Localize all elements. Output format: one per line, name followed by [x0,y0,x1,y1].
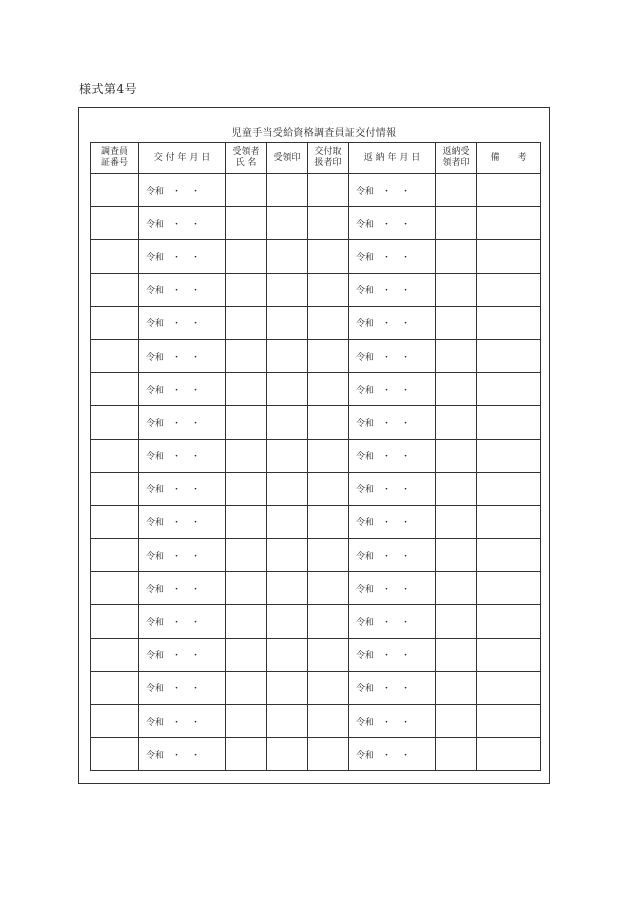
header-receipt-seal: 受領印 [267,143,308,174]
date-separator: ・ [401,651,411,662]
issue-date-cell [139,738,226,771]
return-date-cell [349,439,436,472]
era-label: 令和 [356,750,375,761]
date-separator: ・ [191,684,201,695]
era-label: 令和 [356,618,375,629]
issuer-seal-cell [308,472,349,505]
receipt-seal-cell [267,439,308,472]
date-separator: ・ [172,452,182,463]
date-separator: ・ [172,717,182,728]
issuer-seal-cell [308,705,349,738]
issue-date-cell [139,439,226,472]
remarks-cell [477,406,541,439]
date-separator: ・ [191,286,201,297]
document-title: 児童手当受給資格調査員証交付情報 [231,128,397,139]
return-receiver-seal-cell [436,671,477,704]
date-separator: ・ [191,584,201,595]
issue-date-cell [139,240,226,273]
recipient-name-cell [226,373,267,406]
id-number-cell [91,207,139,240]
date-separator: ・ [401,485,411,496]
receipt-seal-cell [267,738,308,771]
date-separator: ・ [382,684,392,695]
era-label: 令和 [356,286,375,297]
recipient-name-cell [226,339,267,372]
return-date-cell [349,738,436,771]
issuer-seal-cell [308,539,349,572]
issue-date-cell [139,605,226,638]
issue-date-cell [139,539,226,572]
receipt-seal-cell [267,472,308,505]
era-label: 令和 [356,385,375,396]
recipient-name-cell [226,505,267,538]
id-number-cell [91,638,139,671]
era-label: 令和 [356,717,375,728]
era-label: 令和 [356,418,375,429]
date-separator: ・ [191,252,201,263]
remarks-cell [477,207,541,240]
table-row [91,705,541,738]
receipt-seal-cell [267,505,308,538]
issuer-seal-cell [308,605,349,638]
return-date-cell [349,306,436,339]
document-frame [78,107,550,784]
remarks-cell [477,339,541,372]
return-date-cell [349,505,436,538]
remarks-cell [477,638,541,671]
receipt-seal-cell [267,671,308,704]
era-label: 令和 [356,485,375,496]
date-separator: ・ [172,319,182,330]
recipient-name-cell [226,738,267,771]
remarks-cell [477,439,541,472]
return-date-cell [349,207,436,240]
id-number-cell [91,406,139,439]
date-separator: ・ [382,252,392,263]
issuer-seal-cell [308,339,349,372]
id-number-cell [91,738,139,771]
recipient-name-cell [226,273,267,306]
remarks-cell [477,306,541,339]
id-number-cell [91,306,139,339]
id-number-cell [91,339,139,372]
header-issuer-seal: 交付取 扱者印 [308,143,349,174]
era-label: 令和 [356,352,375,363]
issuer-seal-cell [308,240,349,273]
issue-date-cell [139,174,226,207]
date-separator: ・ [382,485,392,496]
issue-date-cell [139,572,226,605]
date-separator: ・ [382,518,392,529]
recipient-name-cell [226,638,267,671]
table-row [91,373,541,406]
era-label: 令和 [146,651,165,662]
date-separator: ・ [401,319,411,330]
date-separator: ・ [401,286,411,297]
issue-date-cell [139,705,226,738]
return-receiver-seal-cell [436,439,477,472]
date-separator: ・ [401,551,411,562]
date-separator: ・ [382,385,392,396]
issuer-seal-cell [308,306,349,339]
return-date-cell [349,638,436,671]
receipt-seal-cell [267,273,308,306]
era-label: 令和 [146,385,165,396]
era-label: 令和 [146,750,165,761]
date-separator: ・ [191,186,201,197]
issuer-seal-cell [308,207,349,240]
date-separator: ・ [382,651,392,662]
return-receiver-seal-cell [436,240,477,273]
era-label: 令和 [146,252,165,263]
issue-date-cell [139,638,226,671]
date-separator: ・ [172,684,182,695]
remarks-cell [477,174,541,207]
return-date-cell [349,605,436,638]
return-receiver-seal-cell [436,505,477,538]
date-separator: ・ [382,551,392,562]
date-separator: ・ [191,352,201,363]
table-row [91,472,541,505]
date-separator: ・ [401,186,411,197]
issuer-seal-cell [308,638,349,671]
table-row [91,406,541,439]
date-separator: ・ [401,717,411,728]
date-separator: ・ [191,750,201,761]
table-row [91,505,541,538]
return-receiver-seal-cell [436,373,477,406]
receipt-seal-cell [267,406,308,439]
receipt-seal-cell [267,373,308,406]
era-label: 令和 [146,286,165,297]
date-separator: ・ [172,651,182,662]
id-number-cell [91,671,139,704]
table-row [91,240,541,273]
date-separator: ・ [191,418,201,429]
date-separator: ・ [382,219,392,230]
date-separator: ・ [382,186,392,197]
era-label: 令和 [356,186,375,197]
date-separator: ・ [401,418,411,429]
remarks-cell [477,605,541,638]
issuer-seal-cell [308,273,349,306]
return-receiver-seal-cell [436,738,477,771]
id-number-cell [91,605,139,638]
issue-date-cell [139,472,226,505]
receipt-seal-cell [267,638,308,671]
date-separator: ・ [401,750,411,761]
id-number-cell [91,439,139,472]
recipient-name-cell [226,472,267,505]
remarks-cell [477,705,541,738]
date-separator: ・ [191,518,201,529]
date-separator: ・ [191,717,201,728]
date-separator: ・ [382,352,392,363]
date-separator: ・ [401,385,411,396]
issuer-seal-cell [308,505,349,538]
date-separator: ・ [401,618,411,629]
issuer-seal-cell [308,572,349,605]
return-receiver-seal-cell [436,572,477,605]
date-separator: ・ [172,518,182,529]
id-number-cell [91,174,139,207]
return-receiver-seal-cell [436,273,477,306]
receipt-seal-cell [267,339,308,372]
header-id-number: 調査員 証番号 [91,143,139,174]
date-separator: ・ [382,750,392,761]
table-row [91,738,541,771]
date-separator: ・ [401,584,411,595]
date-separator: ・ [191,485,201,496]
date-separator: ・ [401,518,411,529]
receipt-seal-cell [267,705,308,738]
return-date-cell [349,705,436,738]
recipient-name-cell [226,240,267,273]
era-label: 令和 [356,252,375,263]
date-separator: ・ [401,352,411,363]
return-receiver-seal-cell [436,539,477,572]
date-separator: ・ [382,584,392,595]
remarks-cell [477,472,541,505]
receipt-seal-cell [267,572,308,605]
return-receiver-seal-cell [436,406,477,439]
return-date-cell [349,174,436,207]
recipient-name-cell [226,406,267,439]
remarks-cell [477,572,541,605]
return-date-cell [349,240,436,273]
era-label: 令和 [146,485,165,496]
era-label: 令和 [146,584,165,595]
date-separator: ・ [382,418,392,429]
date-separator: ・ [382,286,392,297]
return-receiver-seal-cell [436,705,477,738]
recipient-name-cell [226,671,267,704]
date-separator: ・ [172,551,182,562]
era-label: 令和 [146,418,165,429]
table-row [91,339,541,372]
remarks-cell [477,373,541,406]
return-date-cell [349,539,436,572]
receipt-seal-cell [267,174,308,207]
issue-date-cell [139,671,226,704]
header-return-receiver-seal: 返納受 領者印 [436,143,477,174]
date-separator: ・ [172,618,182,629]
return-receiver-seal-cell [436,638,477,671]
table-row [91,207,541,240]
date-separator: ・ [191,651,201,662]
date-separator: ・ [401,252,411,263]
era-label: 令和 [146,219,165,230]
receipt-seal-cell [267,605,308,638]
recipient-name-cell [226,539,267,572]
remarks-cell [477,738,541,771]
id-number-cell [91,505,139,538]
date-separator: ・ [382,452,392,463]
date-separator: ・ [172,584,182,595]
header-return-date: 返 納 年 月 日 [349,143,436,174]
issuer-seal-cell [308,738,349,771]
recipient-name-cell [226,439,267,472]
era-label: 令和 [356,518,375,529]
header-remarks: 備 考 [477,143,541,174]
table-row [91,273,541,306]
return-receiver-seal-cell [436,339,477,372]
date-separator: ・ [382,717,392,728]
header-row [91,143,541,174]
return-date-cell [349,273,436,306]
era-label: 令和 [146,618,165,629]
table-row [91,439,541,472]
era-label: 令和 [356,452,375,463]
era-label: 令和 [356,584,375,595]
form-number: 様式第4号 [79,82,138,96]
receipt-seal-cell [267,306,308,339]
recipient-name-cell [226,207,267,240]
header-issue-date: 交 付 年 月 日 [139,143,226,174]
date-separator: ・ [172,385,182,396]
return-receiver-seal-cell [436,472,477,505]
return-date-cell [349,472,436,505]
recipient-name-cell [226,572,267,605]
return-date-cell [349,671,436,704]
table-row [91,671,541,704]
date-separator: ・ [191,618,201,629]
return-receiver-seal-cell [436,174,477,207]
issue-date-cell [139,505,226,538]
remarks-cell [477,671,541,704]
receipt-seal-cell [267,240,308,273]
date-separator: ・ [401,452,411,463]
era-label: 令和 [146,551,165,562]
receipt-seal-cell [267,207,308,240]
table-row [91,572,541,605]
id-number-cell [91,572,139,605]
receipt-seal-cell [267,539,308,572]
era-label: 令和 [356,219,375,230]
date-separator: ・ [172,750,182,761]
issuer-seal-cell [308,406,349,439]
issuer-seal-cell [308,373,349,406]
id-number-cell [91,705,139,738]
date-separator: ・ [382,618,392,629]
id-number-cell [91,472,139,505]
id-number-cell [91,539,139,572]
date-separator: ・ [191,452,201,463]
return-date-cell [349,339,436,372]
table-row [91,174,541,207]
issue-date-cell [139,406,226,439]
date-separator: ・ [172,186,182,197]
issuer-seal-cell [308,671,349,704]
issue-date-cell [139,373,226,406]
date-separator: ・ [401,684,411,695]
date-separator: ・ [172,219,182,230]
remarks-cell [477,273,541,306]
remarks-cell [477,539,541,572]
era-label: 令和 [146,452,165,463]
ledger-body [91,174,541,771]
era-label: 令和 [356,319,375,330]
return-date-cell [349,406,436,439]
table-row [91,638,541,671]
id-number-cell [91,373,139,406]
date-separator: ・ [172,252,182,263]
return-date-cell [349,572,436,605]
id-number-cell [91,240,139,273]
era-label: 令和 [356,651,375,662]
return-receiver-seal-cell [436,207,477,240]
era-label: 令和 [146,717,165,728]
era-label: 令和 [146,684,165,695]
issuer-seal-cell [308,174,349,207]
date-separator: ・ [172,286,182,297]
recipient-name-cell [226,174,267,207]
date-separator: ・ [172,485,182,496]
era-label: 令和 [356,684,375,695]
issue-date-cell [139,207,226,240]
table-row [91,306,541,339]
date-separator: ・ [191,551,201,562]
issue-date-cell [139,339,226,372]
issue-date-cell [139,273,226,306]
date-separator: ・ [172,352,182,363]
return-receiver-seal-cell [436,605,477,638]
return-receiver-seal-cell [436,306,477,339]
date-separator: ・ [172,418,182,429]
issuance-ledger-table [90,142,541,771]
table-row [91,605,541,638]
recipient-name-cell [226,705,267,738]
table-row [91,539,541,572]
date-separator: ・ [191,319,201,330]
recipient-name-cell [226,605,267,638]
return-date-cell [349,373,436,406]
id-number-cell [91,273,139,306]
era-label: 令和 [146,352,165,363]
era-label: 令和 [146,319,165,330]
date-separator: ・ [382,319,392,330]
date-separator: ・ [401,219,411,230]
era-label: 令和 [146,518,165,529]
header-recipient-name: 受領者 氏 名 [226,143,267,174]
date-separator: ・ [191,219,201,230]
remarks-cell [477,240,541,273]
era-label: 令和 [146,186,165,197]
recipient-name-cell [226,306,267,339]
remarks-cell [477,505,541,538]
issuer-seal-cell [308,439,349,472]
issue-date-cell [139,306,226,339]
era-label: 令和 [356,551,375,562]
date-separator: ・ [191,385,201,396]
